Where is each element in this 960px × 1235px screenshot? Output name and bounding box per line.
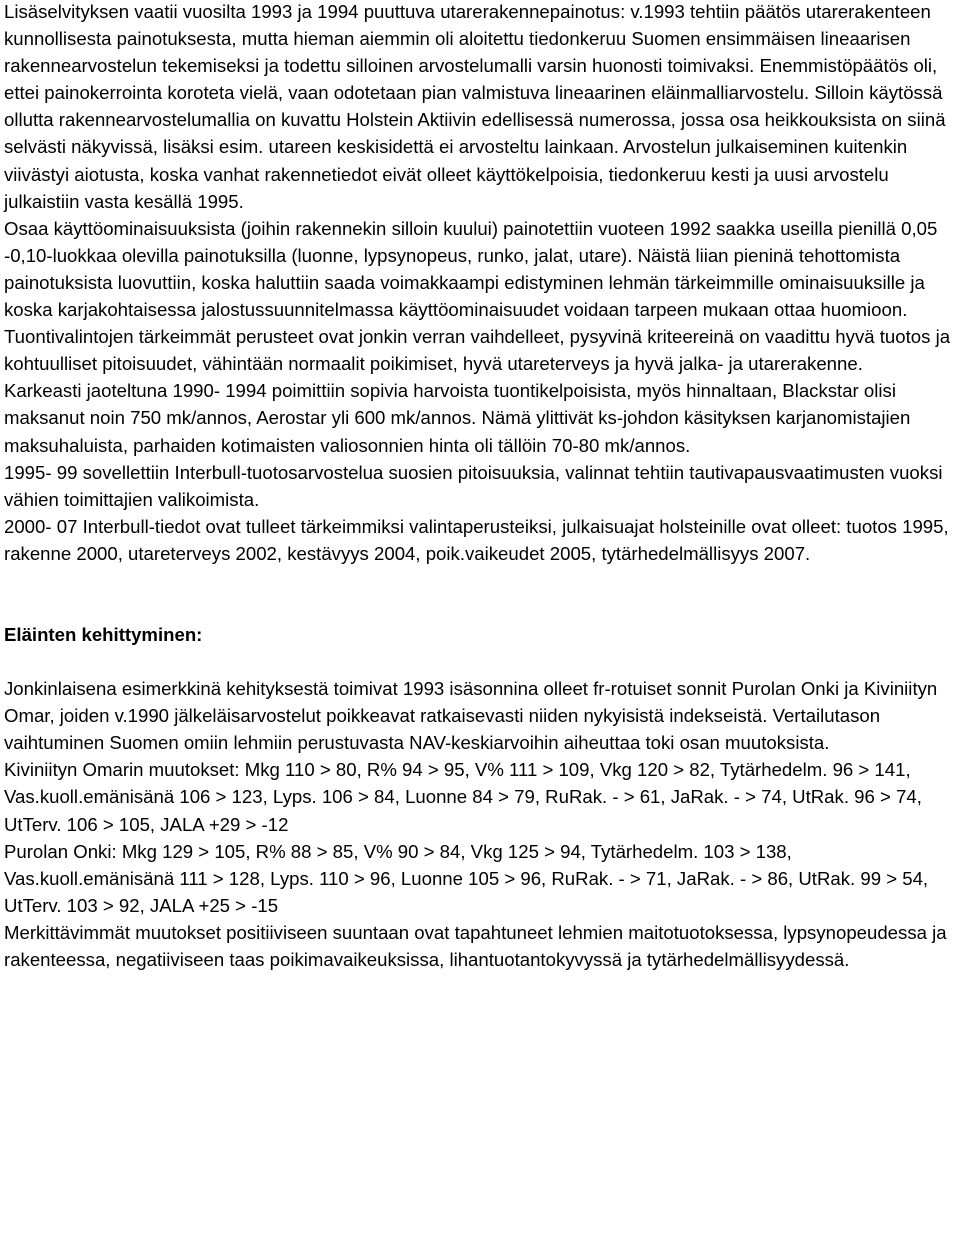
document-page — [4, 0, 958, 973]
paragraph-2000-2007: 2000- 07 Interbull-tiedot ovat tulleet tärkeimmiksi valintaperusteiksi, julkaisuajat holsteinille ovat olleet: tuotos 1995, rakenne 2000, utareterveys 2002, kestävyys 2004, poik.vaikeudet 2005, tytärhedelmällisyys 2007. — [4, 515, 949, 564]
paragraph-omar-changes: Kiviniityn Omarin muutokset: Mkg 110 > 80, R% 94 > 95, V% 111 > 109, Vkg 120 > 82, Tytärhedelm. 96 > 141, Vas.kuoll.emänisänä 106 > 123, Lyps. 106 > 84, Luonne 84 > 79, RuRak. - > 61, JaRak. - > 74, UtRak. 96 > 74, UtTerv. 106 > 105, JALA +29 > -12 — [4, 759, 922, 835]
paragraph-udder-weighting: Lisäselvityksen vaatii vuosilta 1993 ja 1994 puuttuva utarerakennepainotus: v.1993 tehtiin päätös utarerakenteen kunnollisesta painotuksesta, mutta hieman aiemmin oli aloitettu tiedonkeruu Suomen ensimmäisen lineaarisen rakennearvostelun tekemiseksi ja todettu silloinen arvostelumalli varsin huonosti toimivaksi. Enemmistöpäätös oli, ettei painokerrointa koroteta vielä, vaan odotetaan pian valmistuva lineaarinen eläinmalliarvostelu. Silloin käytössä ollutta rakennearvostelumallia on kuvattu Holstein Aktiivin edellisessä numerossa, jossa osa heikkouksista on siinä selvästi näkyvissä, lisäksi esim. utareen keskisidettä ei arvosteltu lainkaan. Arvostelun julkaiseminen kuitenkin viivästyi aiotusta, koska vanhat rakennetiedot eivät olleet käyttökelpoisia, tiedonkeruu kesti ja uusi arvostelu julkaistiin vasta kesällä 1995. — [4, 1, 946, 212]
paragraph-1995-1999: 1995- 99 sovellettiin Interbull-tuotosarvostelua suosien pitoisuuksia, valinnat tehtiin tautivapausvaatimusten vuoksi vähien toimittajien valikoimista. — [4, 461, 943, 510]
section-heading: Eläinten kehittyminen: — [4, 623, 203, 645]
paragraph-import-criteria: Tuontivalintojen tärkeimmät perusteet ovat jonkin verran vaihdelleet, pysyvinä kriteereinä on vaadittu hyvä tuotos ja kohtuulliset pitoisuudet, vähintään normaalit poikimiset, hyvä utareterveys ja hyvä jalka- ja utarerakenne. — [4, 326, 951, 375]
paragraph-1990-1994: Karkeasti jaoteltuna 1990- 1994 poimittiin sopivia harvoista tuontikelpoisista, myös hinnaltaan, Blackstar olisi maksanut noin 750 mk/annos, Aerostar yli 600 mk/annos. Nämä ylittivät ks-johdon käsityksen karjanomistajien maksuhaluista, parhaiden kotimaisten valiosonnien hinta oli tällöin 70-80 mk/annos. — [4, 380, 911, 456]
section-spacer — [4, 567, 958, 621]
paragraph-example-bulls: Jonkinlaisena esimerkkinä kehityksestä toimivat 1993 isäsonnina olleet fr-rotuiset sonnit Purolan Onki ja Kiviniityn Omar, joiden v.1990 jälkeläisarvostelut poikkeavat ratkaisevasti niiden nykyisistä indekseistä. Vertailutason vaihtuminen Suomen omiin lehmiin perustuvasta NAV-keskiarvoihin aiheuttaa toki osan muutoksista. — [4, 678, 938, 754]
paragraph-onki-changes: Purolan Onki: Mkg 129 > 105, R% 88 > 85, V% 90 > 84, Vkg 125 > 94, Tytärhedelm. 103 > 138, Vas.kuoll.emänisänä 111 > 128, Lyps. 110 > 96, Luonne 105 > 96, RuRak. - > 71, JaRak. - > 86, UtRak. 99 > 54, UtTerv. 103 > 92, JALA +25 > -15 — [4, 840, 929, 916]
paragraph-significant-changes: Merkittävimmät muutokset positiiviseen suuntaan ovat tapahtuneet lehmien maitotuotoksessa, lypsynopeudessa ja rakenteessa, negatiiviseen taas poikimavaikeuksissa, lihantuotantokyvyssä ja tytärhedelmällisyydessä. — [4, 921, 947, 970]
heading-spacer — [4, 648, 958, 675]
paragraph-traits-weighting: Osaa käyttöominaisuuksista (joihin rakennekin silloin kuului) painotettiin vuoteen 1992 saakka useilla pienillä 0,05 -0,10-luokkaa olevilla painotuksilla (luonne, lypsynopeus, runko, jalat, utare). Näistä liian pieninä tehottomista painotuksista luovuttiin, koska haluttiin saada voimakkaampi edistyminen lehmän tärkeimmille ominaisuuksille ja koska karjakohtaisessa jalostussuunnitelmassa käyttöominaisuudet voidaan tarpeen mukaan ottaa huomioon. — [4, 217, 938, 321]
